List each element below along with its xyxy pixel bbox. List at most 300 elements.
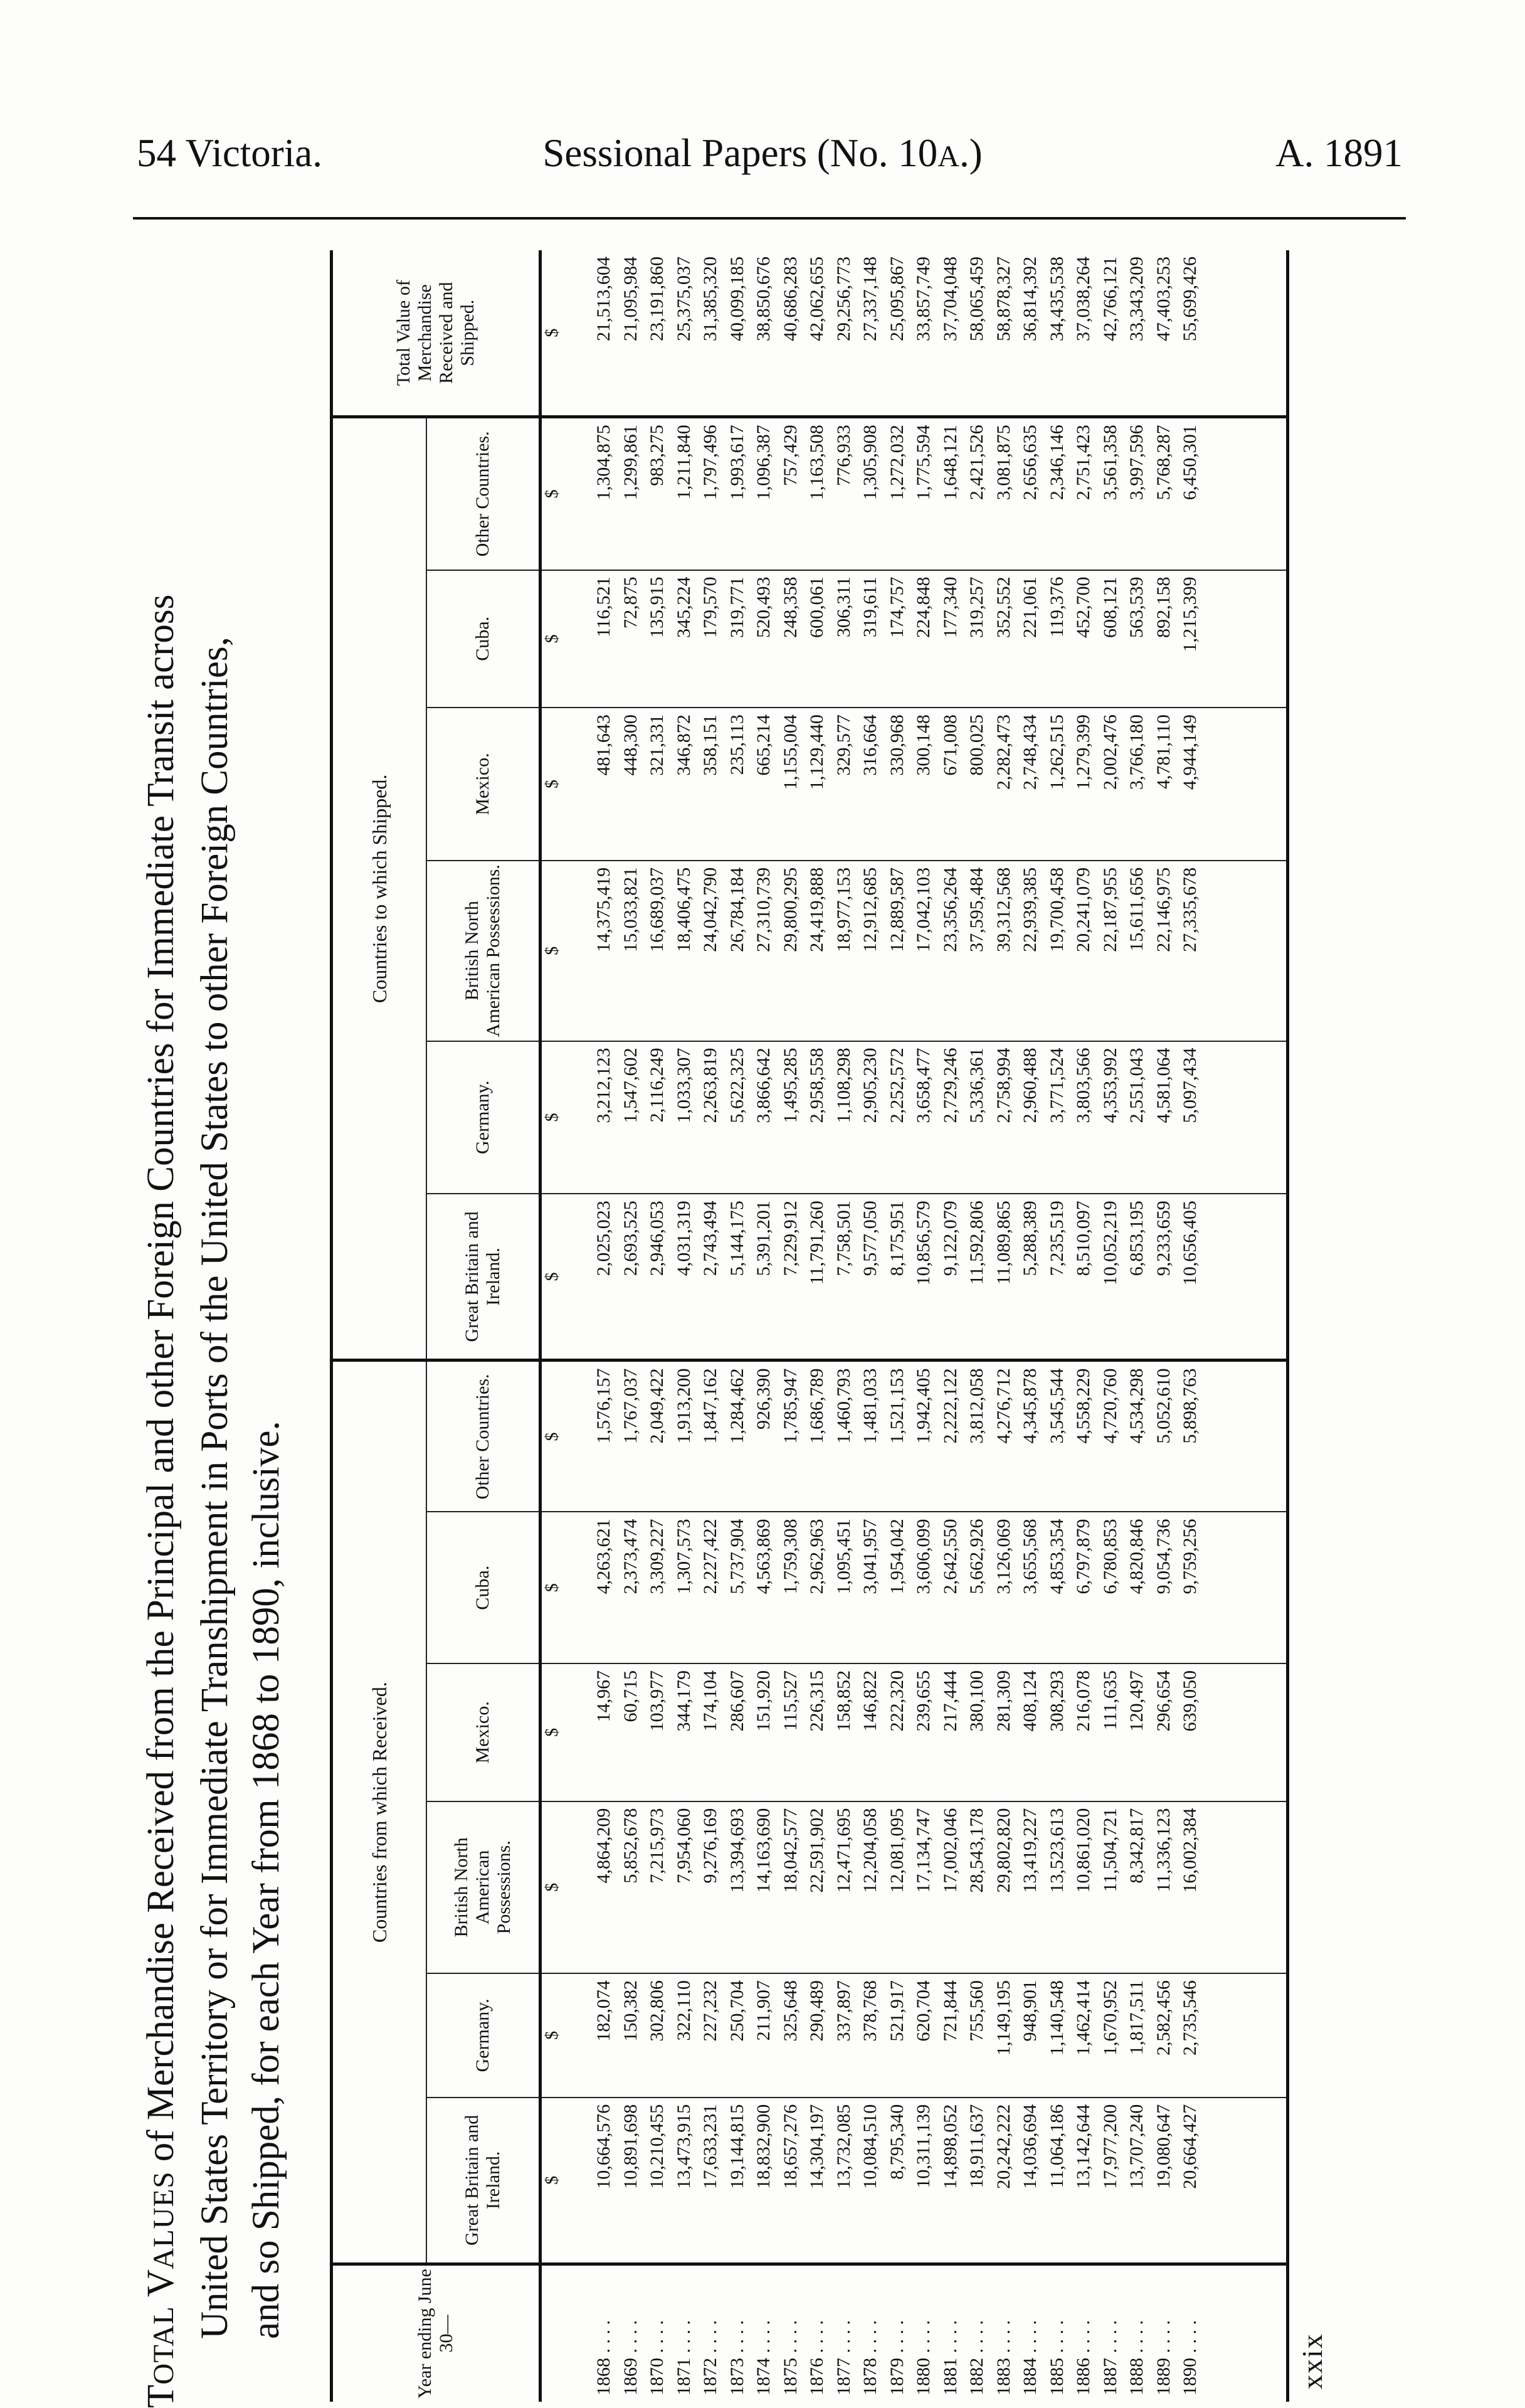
ship-gb-column (587, 1194, 1288, 1360)
rec-bna-cell: 17,002,046 (939, 1808, 961, 1893)
rec-oc-cell: 1,847,162 (700, 1368, 720, 1444)
ship-gb-cell: 8,510,097 (1073, 1201, 1094, 1276)
rec-cu-cell: 2,373,474 (620, 1519, 641, 1594)
currency-spacer (541, 2264, 588, 2402)
ship-oc-cell: 1,163,508 (806, 425, 827, 501)
table-title (135, 244, 292, 2408)
rec-oc-column (587, 1360, 1288, 1512)
ship-cu-cell: 72,875 (620, 576, 641, 629)
rec-cu-cell: 2,642,550 (939, 1519, 961, 1594)
ship-oc-cell: 757,429 (779, 425, 801, 486)
rec-de-cell: 250,704 (726, 1980, 747, 2042)
ship-bna-column (587, 861, 1288, 1041)
ship-de-cell: 2,905,230 (860, 1048, 880, 1123)
rec-de-cell: 1,462,414 (1073, 1980, 1094, 2056)
total-cell: 42,766,121 (1099, 257, 1121, 341)
rec-de-cell: 290,489 (806, 1980, 827, 2042)
year-cell: 1885 . . . . (1046, 2320, 1067, 2395)
ship-gb-cell: 5,391,201 (753, 1201, 774, 1276)
year-cell: 1869 . . . . (620, 2320, 641, 2395)
rec-bna-cell: 12,081,095 (886, 1808, 907, 1893)
ship-cu-cell: 177,340 (939, 576, 961, 639)
total-cell: 27,337,148 (860, 257, 880, 341)
ship-cu-cell: 319,611 (860, 576, 880, 637)
ship-gb-cell: 2,025,023 (593, 1201, 614, 1276)
currency-ship-de: $ (541, 1041, 588, 1194)
merchandise-table (330, 250, 1289, 2402)
rec-cu-cell: 4,563,869 (753, 1519, 774, 1594)
rec-mx-cell: 344,179 (673, 1670, 694, 1732)
total-cell: 25,095,867 (886, 257, 907, 341)
rec-cu-column (587, 1512, 1288, 1664)
rec-bna-cell: 16,002,384 (1179, 1808, 1200, 1893)
year-cell: 1884 . . . . (1020, 2320, 1040, 2395)
ship-gb-cell: 10,856,579 (913, 1201, 934, 1286)
rec-bna-cell: 12,471,695 (833, 1808, 854, 1893)
rec-oc-cell: 2,049,422 (646, 1368, 667, 1444)
rec-oc-cell: 4,345,878 (1020, 1368, 1040, 1444)
total-cell: 29,256,773 (833, 257, 854, 341)
rec-oc-cell: 3,545,544 (1046, 1368, 1067, 1444)
rec-gb-cell: 18,911,637 (966, 2104, 987, 2188)
ship-cu-cell: 345,224 (673, 576, 694, 639)
ship-cu-cell: 248,358 (779, 576, 801, 639)
rec-bna-cell: 8,342,817 (1126, 1808, 1147, 1884)
rec-gb-cell: 14,036,694 (1020, 2104, 1040, 2189)
year-cell: 1875 . . . . (779, 2320, 801, 2395)
rec-mx-cell: 115,527 (779, 1670, 801, 1731)
ship-oc-cell: 2,751,423 (1073, 425, 1094, 501)
rec-de-cell: 322,110 (673, 1980, 694, 2041)
year-cell: 1883 . . . . (993, 2320, 1014, 2395)
currency-ship-bna: $ (541, 861, 588, 1041)
rec-de-cell: 2,582,456 (1153, 1980, 1174, 2056)
title-word2-rest: ALUES (147, 2171, 180, 2269)
ship-oc-cell: 1,272,032 (886, 425, 907, 501)
total-header: Total Value of Merchandise Received and Shipped. (332, 250, 541, 417)
rec-oc-cell: 4,276,712 (993, 1368, 1014, 1444)
year-cell: 1868 . . . . (593, 2320, 614, 2395)
total-cell: 37,704,048 (939, 257, 961, 341)
ship-oc-cell: 3,081,875 (993, 425, 1014, 501)
ship-de-cell: 2,551,043 (1126, 1048, 1147, 1123)
ship-bna-cell: 19,700,458 (1046, 867, 1067, 952)
ship-gb-cell: 10,656,405 (1179, 1201, 1200, 1286)
rec-cu-header: Cuba. (426, 1512, 541, 1664)
ship-cu-cell: 119,376 (1046, 576, 1067, 637)
rec-bna-cell: 11,504,721 (1099, 1808, 1121, 1892)
rec-cu-cell: 6,780,853 (1099, 1519, 1121, 1594)
ship-mx-cell: 1,155,004 (779, 714, 801, 790)
currency-ship-gb: $ (541, 1194, 588, 1360)
ship-oc-cell: 6,450,301 (1179, 425, 1200, 501)
ship-bna-cell: 18,977,153 (833, 867, 854, 952)
ship-oc-cell: 776,933 (833, 425, 854, 486)
year-cell: 1872 . . . . (700, 2320, 720, 2395)
ship-mx-cell: 316,664 (860, 714, 880, 776)
rec-oc-cell: 1,481,033 (860, 1368, 880, 1444)
rec-mx-cell: 281,309 (993, 1670, 1014, 1732)
ship-bna-cell: 24,419,888 (806, 867, 827, 952)
rec-gb-cell: 20,664,427 (1179, 2104, 1200, 2189)
rec-mx-cell: 380,100 (966, 1670, 987, 1732)
ship-oc-cell: 2,346,146 (1046, 425, 1067, 501)
ship-mx-cell: 3,766,180 (1126, 714, 1147, 790)
ship-de-cell: 1,495,285 (779, 1048, 801, 1123)
ship-gb-cell: 7,229,912 (779, 1201, 801, 1276)
rec-gb-cell: 20,242,222 (993, 2104, 1014, 2189)
ship-de-cell: 4,353,992 (1099, 1048, 1121, 1123)
title-line-1 (135, 244, 189, 2408)
ship-de-cell: 3,658,477 (913, 1048, 934, 1123)
ship-mx-cell: 330,968 (886, 714, 907, 776)
total-cell: 21,095,984 (620, 257, 641, 341)
rec-cu-cell: 4,853,354 (1046, 1519, 1067, 1594)
rec-mx-cell: 146,822 (860, 1670, 880, 1732)
rec-bna-cell: 9,276,169 (700, 1808, 720, 1884)
rec-bna-cell: 13,394,693 (726, 1808, 747, 1893)
rec-de-header: Germany. (426, 1973, 541, 2098)
rec-bna-cell: 28,543,178 (966, 1808, 987, 1893)
ship-mx-cell: 358,151 (700, 714, 720, 776)
rec-bna-column (587, 1801, 1288, 1973)
year-cell: 1873 . . . . (726, 2320, 747, 2395)
rec-oc-cell: 5,898,763 (1179, 1368, 1200, 1444)
ship-cu-cell: 319,771 (726, 576, 747, 639)
rec-oc-cell: 1,460,793 (833, 1368, 854, 1444)
rec-mx-cell: 286,607 (726, 1670, 747, 1732)
ship-oc-cell: 1,304,875 (593, 425, 614, 501)
ship-mx-cell: 2,282,473 (993, 714, 1014, 790)
total-cell: 37,038,264 (1073, 257, 1094, 341)
ship-de-cell: 5,336,361 (966, 1048, 987, 1123)
rec-gb-cell: 10,210,455 (646, 2104, 667, 2189)
ship-bna-cell: 29,800,295 (779, 867, 801, 952)
ship-de-cell: 2,729,246 (939, 1048, 961, 1123)
rec-gb-cell: 13,473,915 (673, 2104, 694, 2189)
year-cell: 1881 . . . . (939, 2320, 961, 2395)
currency-rec-mx: $ (541, 1663, 588, 1801)
rec-oc-cell: 1,576,157 (593, 1368, 614, 1444)
year-cell: 1877 . . . . (833, 2320, 854, 2395)
ship-cu-header: Cuba. (426, 570, 541, 708)
ship-gb-cell: 7,758,501 (833, 1201, 854, 1276)
rec-oc-cell: 1,686,789 (806, 1368, 827, 1444)
ship-oc-cell: 1,299,861 (620, 425, 641, 501)
ship-cu-cell: 452,700 (1073, 576, 1094, 639)
running-head-center-prefix: Sessional Papers (No. 10 (542, 131, 938, 175)
ship-bna-cell: 17,042,103 (913, 867, 934, 952)
rec-gb-column (587, 2098, 1288, 2264)
rec-bna-cell: 13,523,613 (1046, 1808, 1067, 1893)
rec-mx-cell: 216,078 (1073, 1670, 1094, 1732)
total-cell: 25,375,037 (673, 257, 694, 341)
ship-cu-cell: 135,915 (646, 576, 667, 639)
ship-oc-cell: 1,797,496 (700, 425, 720, 501)
rec-cu-cell: 4,820,846 (1126, 1519, 1147, 1594)
rec-mx-cell: 226,315 (806, 1670, 827, 1732)
rec-gb-cell: 8,795,340 (886, 2104, 907, 2180)
ship-gb-cell: 11,089,865 (993, 1201, 1014, 1285)
ship-bna-cell: 15,611,656 (1126, 867, 1147, 952)
year-cell: 1888 . . . . (1126, 2320, 1147, 2395)
ship-gb-cell: 8,175,951 (886, 1201, 907, 1276)
rec-de-cell: 1,670,952 (1099, 1980, 1121, 2056)
total-cell: 38,850,676 (753, 257, 774, 341)
ship-cu-cell: 174,757 (886, 576, 907, 639)
ship-oc-cell: 1,096,387 (753, 425, 774, 501)
total-cell: 40,686,283 (779, 257, 801, 341)
rec-oc-cell: 926,390 (753, 1368, 774, 1429)
rec-gb-cell: 18,832,900 (753, 2104, 774, 2189)
ship-de-cell: 5,622,325 (726, 1048, 747, 1123)
rec-bna-cell: 18,042,577 (779, 1808, 801, 1893)
ship-gb-cell: 2,946,053 (646, 1201, 667, 1276)
total-cell: 31,385,320 (700, 257, 720, 341)
currency-rec-de: $ (541, 1973, 588, 2098)
ship-oc-cell: 5,768,287 (1153, 425, 1174, 501)
ship-mx-cell: 300,148 (913, 714, 934, 776)
ship-mx-cell: 2,002,476 (1099, 714, 1121, 790)
ship-bna-cell: 23,356,264 (939, 867, 961, 952)
ship-cu-cell: 179,570 (700, 576, 720, 639)
ship-bna-cell: 12,889,587 (886, 867, 907, 952)
rec-cu-cell: 3,126,069 (993, 1519, 1014, 1594)
title-line-3: and so Shipped, for each Year from 1868 to 1890, inclusive. (245, 1421, 287, 2339)
rec-mx-cell: 408,124 (1020, 1670, 1040, 1732)
rec-bna-cell: 14,163,690 (753, 1808, 774, 1893)
ship-cu-column (587, 570, 1288, 708)
rec-mx-cell: 239,655 (913, 1670, 934, 1732)
ship-mx-cell: 346,872 (673, 714, 694, 776)
ship-mx-cell: 235,113 (726, 714, 747, 775)
total-cell: 58,878,327 (993, 257, 1014, 341)
received-group-header: Countries from which Received. (332, 1360, 427, 2264)
rec-mx-cell: 222,320 (886, 1670, 907, 1732)
rec-gb-cell: 19,144,815 (726, 2104, 747, 2189)
currency-ship-cu: $ (541, 570, 588, 708)
rec-gb-cell: 10,664,576 (593, 2104, 614, 2189)
ship-oc-header: Other Countries. (426, 417, 541, 570)
total-cell: 21,513,604 (593, 257, 614, 341)
ship-bna-cell: 12,912,685 (860, 867, 880, 952)
year-cell: 1882 . . . . (966, 2320, 987, 2395)
ship-cu-cell: 306,311 (833, 576, 854, 637)
ship-cu-cell: 352,552 (993, 576, 1014, 639)
year-cell: 1887 . . . . (1099, 2320, 1121, 2395)
rec-de-cell: 2,735,546 (1179, 1980, 1200, 2056)
title-line-2: United States Territory or for Immediate Transhipment in Ports of the United States to other Foreign Countries, (194, 637, 236, 2339)
currency-ship-oc: $ (541, 417, 588, 570)
rec-cu-cell: 1,307,573 (673, 1519, 694, 1594)
rec-mx-cell: 174,104 (700, 1670, 720, 1732)
rec-de-cell: 302,806 (646, 1980, 667, 2042)
rec-bna-cell: 10,861,020 (1073, 1808, 1094, 1893)
rec-bna-cell: 17,134,747 (913, 1808, 934, 1893)
rec-mx-cell: 296,654 (1153, 1670, 1174, 1732)
ship-gb-cell: 5,288,389 (1020, 1201, 1040, 1276)
rec-oc-cell: 4,534,298 (1126, 1368, 1147, 1444)
ship-oc-cell: 983,275 (646, 425, 667, 486)
rec-oc-header: Other Countries. (426, 1360, 541, 1512)
ship-mx-cell: 4,944,149 (1179, 714, 1200, 790)
year-cell: 1876 . . . . (806, 2320, 827, 2395)
ship-gb-cell: 4,031,319 (673, 1201, 694, 1276)
ship-gb-cell: 2,693,525 (620, 1201, 641, 1276)
currency-rec-gb: $ (541, 2098, 588, 2264)
year-cell: 1874 . . . . (753, 2320, 774, 2395)
rec-oc-cell: 1,942,405 (913, 1368, 934, 1444)
rotated-table-sheet (135, 244, 1390, 2408)
rec-de-cell: 227,232 (700, 1980, 720, 2042)
ship-cu-cell: 319,257 (966, 576, 987, 639)
rec-de-cell: 150,382 (620, 1980, 641, 2042)
rec-mx-header: Mexico. (426, 1663, 541, 1801)
ship-mx-cell: 4,781,110 (1153, 714, 1174, 790)
rec-cu-cell: 5,662,926 (966, 1519, 987, 1594)
ship-mx-cell: 665,214 (753, 714, 774, 776)
rec-gb-cell: 13,707,240 (1126, 2104, 1147, 2189)
rec-bna-cell: 22,591,902 (806, 1808, 827, 1893)
rec-mx-cell: 111,635 (1099, 1670, 1121, 1731)
rec-cu-cell: 1,095,451 (833, 1519, 854, 1594)
ship-de-cell: 3,803,566 (1073, 1048, 1094, 1123)
ship-oc-cell: 3,997,596 (1126, 425, 1147, 501)
ship-mx-cell: 329,577 (833, 714, 854, 776)
ship-de-column (587, 1041, 1288, 1194)
rec-de-cell: 521,917 (886, 1980, 907, 2042)
year-cell: 1871 . . . . (673, 2320, 694, 2395)
ship-oc-cell: 1,305,908 (860, 425, 880, 501)
year-cell: 1870 . . . . (646, 2320, 667, 2395)
ship-cu-cell: 892,158 (1153, 576, 1174, 639)
total-cell: 42,062,655 (806, 257, 827, 341)
rec-oc-cell: 2,222,122 (939, 1368, 961, 1444)
ship-oc-cell: 1,211,840 (673, 425, 694, 500)
rec-oc-cell: 1,767,037 (620, 1368, 641, 1444)
year-cell: 1878 . . . . (860, 2320, 880, 2395)
rec-cu-cell: 2,227,422 (700, 1519, 720, 1594)
ship-mx-cell: 321,331 (646, 714, 667, 776)
ship-cu-cell: 221,061 (1020, 576, 1040, 639)
total-cell: 40,099,185 (726, 257, 747, 341)
ship-oc-cell: 2,421,526 (966, 425, 987, 501)
currency-ship-mx: $ (541, 708, 588, 861)
title-word2-first: V (140, 2269, 182, 2298)
total-cell: 58,065,459 (966, 257, 987, 341)
ship-de-cell: 2,252,572 (886, 1048, 907, 1123)
rec-gb-cell: 10,311,139 (913, 2104, 934, 2188)
rec-bna-cell: 7,215,973 (646, 1808, 667, 1884)
ship-bna-cell: 20,241,079 (1073, 867, 1094, 952)
rec-de-cell: 1,817,511 (1126, 1980, 1147, 2055)
ship-bna-cell: 39,312,568 (993, 867, 1014, 952)
rec-cu-cell: 2,962,963 (806, 1519, 827, 1594)
rec-cu-cell: 1,954,042 (886, 1519, 907, 1594)
ship-bna-cell: 22,146,975 (1153, 867, 1174, 952)
year-cell: 1879 . . . . (886, 2320, 907, 2395)
ship-de-cell: 5,097,434 (1179, 1048, 1200, 1123)
ship-mx-cell: 2,748,434 (1020, 714, 1040, 790)
ship-de-cell: 3,866,642 (753, 1048, 774, 1123)
rec-gb-cell: 10,084,510 (860, 2104, 880, 2189)
ship-oc-cell: 2,656,635 (1020, 425, 1040, 501)
ship-de-cell: 2,263,819 (700, 1048, 720, 1123)
ship-de-cell: 4,581,064 (1153, 1048, 1174, 1123)
rec-de-cell: 721,844 (939, 1980, 961, 2042)
rec-gb-cell: 17,633,231 (700, 2104, 720, 2189)
ship-gb-cell: 2,743,494 (700, 1201, 720, 1276)
rec-gb-cell: 13,142,644 (1073, 2104, 1094, 2189)
running-head-center-close: .) (959, 131, 983, 175)
ship-cu-cell: 600,061 (806, 576, 827, 639)
ship-mx-column (587, 708, 1288, 861)
ship-bna-cell: 37,595,484 (966, 867, 987, 952)
rec-de-cell: 325,648 (779, 1980, 801, 2042)
rec-bna-cell: 4,864,209 (593, 1808, 614, 1884)
rec-bna-cell: 7,954,060 (673, 1808, 694, 1884)
total-cell: 33,343,209 (1126, 257, 1147, 341)
ship-mx-cell: 481,643 (593, 714, 614, 776)
year-cell: 1890 . . . . (1179, 2320, 1200, 2395)
rec-oc-cell: 4,720,760 (1099, 1368, 1121, 1444)
ship-mx-cell: 800,025 (966, 714, 987, 776)
total-cell: 23,191,860 (646, 257, 667, 341)
rec-cu-cell: 3,041,957 (860, 1519, 880, 1594)
rec-gb-header: Great Britain and Ireland. (426, 2098, 541, 2264)
ship-bna-cell: 22,187,955 (1099, 867, 1121, 952)
rec-de-cell: 755,560 (966, 1980, 987, 2042)
rec-oc-cell: 5,052,610 (1153, 1368, 1174, 1444)
rec-cu-cell: 9,759,256 (1179, 1519, 1200, 1594)
ship-cu-cell: 1,215,399 (1179, 576, 1200, 652)
rec-gb-cell: 10,891,698 (620, 2104, 641, 2189)
ship-de-cell: 3,771,524 (1046, 1048, 1067, 1123)
rec-gb-cell: 14,898,052 (939, 2104, 961, 2189)
rec-de-cell: 948,901 (1020, 1980, 1040, 2042)
rec-de-cell: 337,897 (833, 1980, 854, 2042)
ship-de-cell: 1,547,602 (620, 1048, 641, 1123)
rec-mx-cell: 158,852 (833, 1670, 854, 1732)
ship-de-cell: 3,212,123 (593, 1048, 614, 1123)
ship-gb-cell: 9,577,050 (860, 1201, 880, 1276)
rec-bna-cell: 12,204,058 (860, 1808, 880, 1893)
ship-de-cell: 2,758,994 (993, 1048, 1014, 1123)
ship-mx-cell: 1,129,440 (806, 714, 827, 790)
ship-mx-cell: 448,300 (620, 714, 641, 776)
rec-mx-cell: 14,967 (593, 1670, 614, 1722)
header-rule (133, 217, 1406, 220)
ship-gb-cell: 10,052,219 (1099, 1201, 1121, 1286)
ship-de-cell: 2,960,488 (1020, 1048, 1040, 1123)
running-head-right: A. 1891 (1275, 131, 1403, 175)
running-head-center-sc: A (937, 140, 959, 173)
ship-bna-cell: 18,406,475 (673, 867, 694, 952)
rec-gb-cell: 17,977,200 (1099, 2104, 1121, 2189)
rec-gb-cell: 14,304,197 (806, 2104, 827, 2189)
rec-oc-cell: 1,284,462 (726, 1368, 747, 1444)
shipped-group-header: Countries to which Shipped. (332, 417, 427, 1360)
rec-bna-cell: 13,419,227 (1020, 1808, 1040, 1893)
rec-mx-cell: 60,715 (620, 1670, 641, 1722)
rec-oc-cell: 3,812,058 (966, 1368, 987, 1444)
ship-bna-cell: 14,375,419 (593, 867, 614, 952)
rec-de-cell: 620,704 (913, 1980, 934, 2042)
rec-mx-column (587, 1663, 1288, 1801)
ship-gb-cell: 11,791,260 (806, 1201, 827, 1285)
currency-total: $ (541, 250, 588, 417)
ship-cu-cell: 608,121 (1099, 576, 1121, 639)
